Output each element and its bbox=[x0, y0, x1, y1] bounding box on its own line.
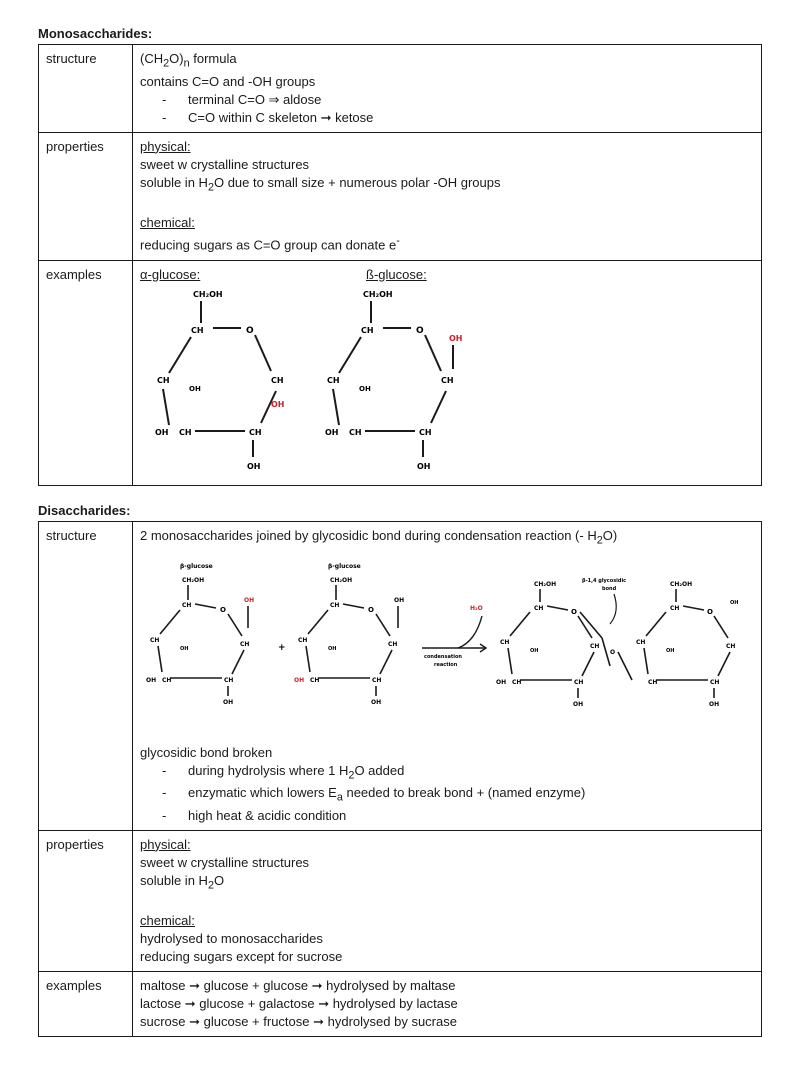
di-chemical-line-1: hydrolysed to monosaccharides bbox=[140, 931, 323, 947]
c3-oh-label: OH bbox=[155, 427, 169, 437]
di-enzymatic-bullet: - enzymatic which lowers $E_a$ needed to break bond + (named enzyme) bbox=[140, 784, 754, 807]
di-chemical-heading: chemical: bbox=[140, 913, 195, 929]
mono-chemical-line: reducing sugars as C=O group can donate e- bbox=[140, 235, 400, 253]
ch2oh-label: CH₂OH bbox=[193, 289, 223, 299]
ch-label: CH bbox=[150, 636, 160, 644]
di-structure-cell bbox=[133, 522, 762, 831]
oh-label: OH bbox=[328, 645, 337, 652]
plus-sign: + bbox=[278, 642, 286, 653]
c2-label: CH bbox=[249, 427, 262, 437]
ring-oxygen-label: O bbox=[220, 605, 226, 614]
di-heat-bullet: - high heat & acidic condition bbox=[140, 807, 754, 825]
monosaccharides-heading: Monosaccharides: bbox=[38, 26, 153, 41]
ch-label: CH bbox=[590, 642, 600, 650]
mono-examples-row bbox=[39, 260, 762, 485]
molecule-caption: β-glucose bbox=[328, 562, 361, 570]
maltose-example: maltose ➞ glucose + glucose ➞ hydrolysed by maltase bbox=[140, 978, 456, 994]
oh-label: OH bbox=[223, 698, 234, 706]
di-hydrolysis-bullet: - during hydrolysis where 1 $H_2O$ added bbox=[140, 762, 754, 785]
di-physical-heading: physical: bbox=[140, 836, 191, 852]
ch2oh-label: CH₂OH bbox=[182, 576, 205, 584]
mono-ketose-bullet: - C=O within C skeleton ➞ ketose bbox=[140, 109, 754, 127]
mono-properties-row bbox=[39, 132, 762, 260]
mono-physical-heading: physical: bbox=[140, 138, 191, 154]
monosaccharides-table bbox=[38, 44, 762, 486]
ch-label: CH bbox=[372, 676, 382, 684]
mono-examples-label: examples bbox=[39, 260, 133, 485]
c5-label: CH bbox=[361, 325, 374, 335]
mono-aldose-bullet: - terminal C=O ⇒ aldose bbox=[140, 91, 754, 109]
disaccharides-table bbox=[38, 521, 762, 1037]
ch-label: CH bbox=[182, 601, 192, 609]
mono-chemical-heading: chemical: bbox=[140, 215, 195, 231]
alpha-glucose-heading: α-glucose: bbox=[140, 266, 201, 282]
c5-label: CH bbox=[191, 325, 204, 335]
mono-solubility-line: soluble in $H_2O$ due to small size + numerous polar -OH groups bbox=[140, 174, 501, 194]
di-examples-row bbox=[39, 972, 762, 1037]
ch-label: CH bbox=[534, 604, 544, 612]
di-physical-line: sweet w crystalline structures bbox=[140, 854, 310, 870]
ch-label: CH bbox=[648, 678, 658, 686]
c1-label: CH bbox=[271, 375, 284, 385]
mono-examples-cell bbox=[133, 260, 762, 485]
di-examples-label: examples bbox=[39, 972, 133, 1037]
ring-oxygen-label: O bbox=[246, 325, 254, 336]
bond-note-label-2: bond bbox=[602, 585, 617, 592]
ch-label: CH bbox=[636, 638, 646, 646]
water-label: H₂O bbox=[470, 604, 483, 612]
ch-label: CH bbox=[726, 642, 736, 650]
ch2oh-label: CH₂OH bbox=[534, 580, 557, 588]
mono-structure-row bbox=[39, 45, 762, 133]
ch-label: CH bbox=[710, 678, 720, 686]
oh-label: OH bbox=[573, 700, 584, 708]
reaction-arrow bbox=[422, 605, 486, 668]
oh-label: OH bbox=[730, 599, 739, 606]
ch-label: CH bbox=[240, 640, 250, 648]
mono-properties-label: properties bbox=[39, 132, 133, 260]
oh-label: OH bbox=[180, 645, 189, 652]
condensation-label: condensation bbox=[424, 653, 462, 660]
ch-label: CH bbox=[388, 640, 398, 648]
mono-groups: contains C=O and -OH groups bbox=[140, 73, 316, 89]
glycosidic-oxygen-label: O bbox=[610, 648, 616, 656]
mono-properties-cell bbox=[133, 132, 762, 260]
ch2oh-label: CH₂OH bbox=[330, 576, 353, 584]
ch2oh-label: CH₂OH bbox=[670, 580, 693, 588]
ch-label: CH bbox=[310, 676, 320, 684]
molecule-caption: β-glucose bbox=[180, 562, 213, 570]
di-structure-row bbox=[39, 522, 762, 831]
di-properties-label: properties bbox=[39, 830, 133, 972]
glucose-b-structure bbox=[294, 563, 404, 706]
mono-physical-line: sweet w crystalline structures bbox=[140, 156, 310, 172]
c2-label: CH bbox=[419, 427, 432, 437]
ring-oxygen-label: O bbox=[416, 325, 424, 336]
lactose-example: lactose ➞ glucose + galactose ➞ hydrolysed by lactase bbox=[140, 996, 458, 1012]
glucose-a-structure bbox=[146, 563, 254, 706]
mono-formula: $(CH_2O)_n$ formula bbox=[140, 51, 237, 70]
ring-oxygen-label: O bbox=[368, 605, 374, 614]
c3-label: CH bbox=[179, 427, 192, 437]
ch-label: CH bbox=[224, 676, 234, 684]
ch-label: CH bbox=[574, 678, 584, 686]
bond-note-label: β-1,4 glycosidic bbox=[582, 577, 627, 584]
di-chemical-line-2: reducing sugars except for sucrose bbox=[140, 949, 343, 965]
oh-label: OH bbox=[666, 647, 675, 654]
mono-structure-label: structure bbox=[39, 45, 133, 133]
sucrose-example: sucrose ➞ glucose + fructose ➞ hydrolysed by sucrase bbox=[140, 1014, 457, 1030]
c3-label: CH bbox=[349, 427, 362, 437]
glucose-structures-drawing bbox=[133, 285, 563, 495]
ch-label: CH bbox=[670, 604, 680, 612]
oh-label: OH bbox=[146, 676, 157, 684]
di-bond-broken-line: glycosidic bond broken bbox=[140, 744, 273, 760]
beta-glucose-heading: ß-glucose: bbox=[366, 266, 427, 282]
c1-label: CH bbox=[441, 375, 454, 385]
disaccharides-heading: Disaccharides: bbox=[38, 503, 131, 518]
ch-label: CH bbox=[298, 636, 308, 644]
oh-label: OH bbox=[496, 678, 507, 686]
beta-oh-label: OH bbox=[449, 333, 463, 343]
c4-label: CH bbox=[157, 375, 170, 385]
oh-label: OH bbox=[709, 700, 720, 708]
oh-label: OH bbox=[371, 698, 382, 706]
mono-structure-cell bbox=[133, 45, 762, 133]
ring-oxygen-label: O bbox=[571, 607, 577, 616]
ch-label: CH bbox=[162, 676, 172, 684]
di-solubility-line: soluble in $H_2O$ bbox=[140, 872, 225, 892]
ch-label: CH bbox=[330, 601, 340, 609]
di-properties-row bbox=[39, 830, 762, 972]
alpha-glucose-structure bbox=[155, 290, 285, 471]
c4-oh-label: OH bbox=[359, 384, 371, 393]
c4-oh-label: OH bbox=[189, 384, 201, 393]
alpha-oh-label: OH bbox=[271, 399, 285, 409]
beta-glucose-structure bbox=[325, 290, 463, 471]
oh-label: OH bbox=[294, 676, 305, 684]
ch2oh-label: CH₂OH bbox=[363, 289, 393, 299]
condensation-reaction-drawing bbox=[140, 554, 748, 744]
oh-label: OH bbox=[530, 647, 539, 654]
c2-oh-label: OH bbox=[417, 461, 431, 471]
c4-label: CH bbox=[327, 375, 340, 385]
di-structure-label: structure bbox=[39, 522, 133, 831]
di-intro-line: 2 monosaccharides joined by glycosidic bond during condensation reaction (- $H_2O$) bbox=[140, 528, 618, 547]
oh-label: OH bbox=[244, 596, 255, 604]
disaccharide-structure bbox=[496, 578, 738, 708]
ch-label: CH bbox=[512, 678, 522, 686]
di-properties-cell bbox=[133, 830, 762, 972]
ch-label: CH bbox=[500, 638, 510, 646]
c3-oh-label: OH bbox=[325, 427, 339, 437]
reaction-label: reaction bbox=[434, 661, 458, 668]
oh-label: OH bbox=[394, 596, 405, 604]
di-examples-cell bbox=[133, 972, 762, 1037]
ring-oxygen-label: O bbox=[707, 607, 713, 616]
c2-oh-label: OH bbox=[247, 461, 261, 471]
